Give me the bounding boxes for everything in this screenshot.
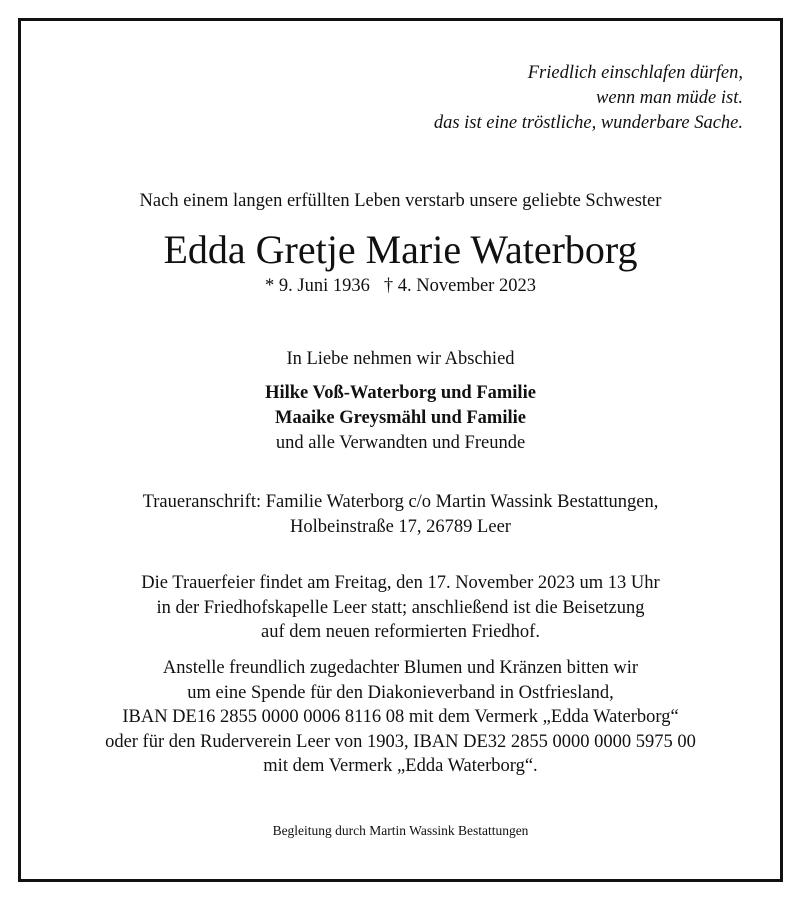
donation-line: Anstelle freundlich zugedachter Blumen und Kränzen bitten wir [162,658,639,678]
birth-date: * 9. Juni 1936 [265,276,370,296]
deceased-name: Edda Gretje Marie Waterborg [163,227,638,272]
donation-line: oder für den Ruderverein Leer von 1903, IBAN DE32 2855 0000 0000 5975 00 [105,731,696,752]
poem-line: das ist eine tröstliche, wunderbare Sache. [433,113,743,133]
donation-request [0,656,801,779]
ceremony-line: auf dem neuen reformierten Friedhof. [261,622,540,642]
funeral-home-footer: Begleitung durch Martin Wassink Bestattungen [272,823,529,838]
address-line: Holbeinstraße 17, 26789 Leer [290,517,511,537]
mourners-list [0,381,801,456]
ceremony-line: in der Friedhofskapelle Leer statt; anschließend ist die Beisetzung [156,597,645,618]
ceremony-line: Die Trauerfeier findet am Freitag, den 17. November 2023 um 13 Uhr [141,573,660,593]
life-dates [0,275,801,297]
donation-line: IBAN DE16 2855 0000 0006 8116 08 mit dem Vermerk „Edda Waterborg“ [122,707,679,727]
ceremony-info [0,571,801,645]
mourners-closing: und alle Verwandten und Freunde [275,433,526,453]
poem-line: Friedlich einschlafen dürfen, [527,63,743,83]
mourner-family-2: Maaike Greysmähl und Familie [275,408,526,428]
donation-line: mit dem Vermerk „Edda Waterborg“. [263,756,538,776]
poem-quote [434,61,743,136]
poem-line: wenn man müde ist. [596,88,743,108]
mourning-address [0,490,801,540]
farewell-text: In Liebe nehmen wir Abschied [286,349,515,369]
mourner-family-1: Hilke Voß-Waterborg und Familie [265,383,536,403]
address-line: Traueranschrift: Familie Waterborg c/o Martin Wassink Bestattungen, [142,492,659,512]
intro-text: Nach einem langen erfüllten Leben verstarb unsere geliebte Schwester [139,191,662,211]
donation-line: um eine Spende für den Diakonieverband in Ostfriesland, [187,682,614,703]
death-date: † 4. November 2023 [383,276,536,296]
